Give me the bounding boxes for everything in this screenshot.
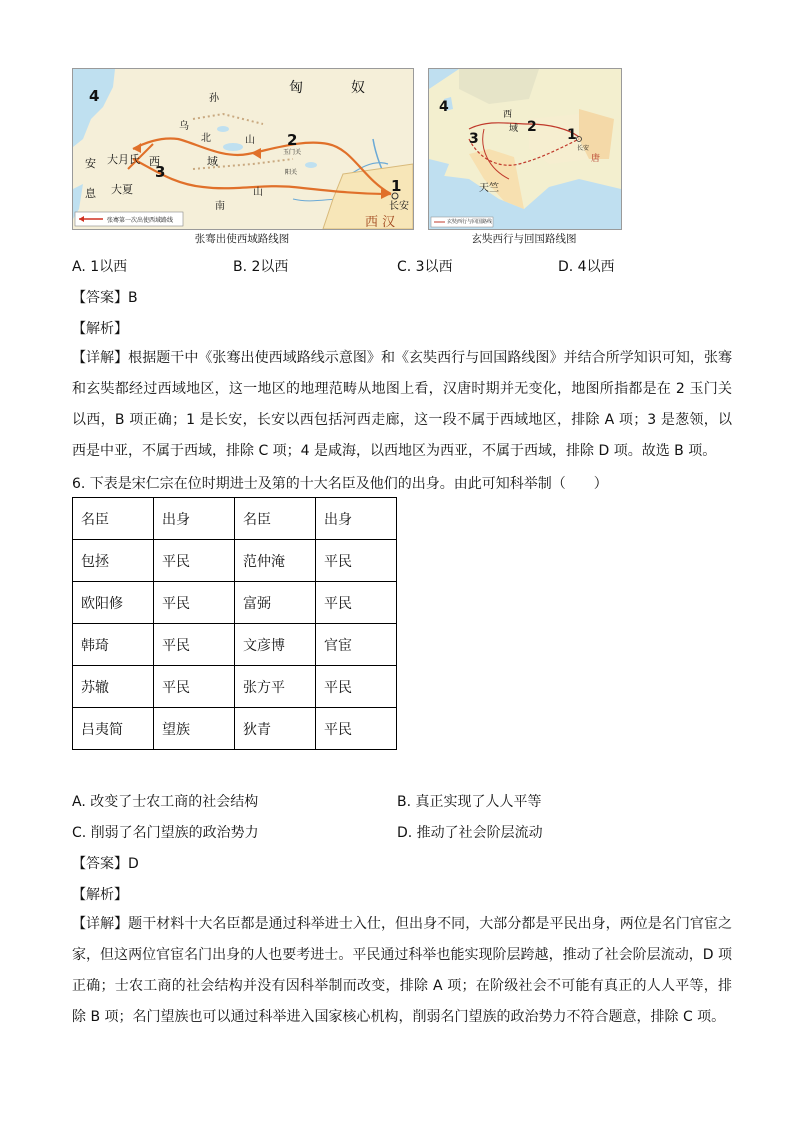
table-cell: 平民 — [154, 624, 235, 666]
right-map-label-xi: 西 — [503, 110, 513, 120]
right-map-label-changan: 长安 — [577, 145, 590, 152]
table-cell: 狄青 — [235, 708, 316, 750]
left-map-label-dayuezhi: 大月氏 — [107, 153, 140, 166]
table-cell: 平民 — [316, 540, 397, 582]
table-row — [73, 666, 397, 708]
q6-option-b: B. 真正实现了人人平等 — [397, 794, 542, 810]
q6-table — [72, 497, 397, 750]
table-cell: 包拯 — [73, 540, 154, 582]
q5-detail: 【详解】根据题干中《张骞出使西域路线示意图》和《玄奘西行与回国路线图》并结合所学知识可知，张骞和玄奘都经过西域地区，这一地区的地理范畴从地图上看，汉唐时期并无变化，地图所指都是在 2 玉门关以西，B 项正确；1 是长安，长安以西包括河西走廊，这一段不属于西域地区，排除 A 项；3 是葱领，以西是中亚，不属于西域，排除 C 项；4 是咸海，以西地区为西亚，不属于西域，排除 D 项。故选 B 项。 — [72, 350, 732, 459]
table-row — [73, 582, 397, 624]
table-header-cell: 出身 — [316, 498, 397, 540]
table-cell: 官宦 — [316, 624, 397, 666]
q6-option-d: D. 推动了社会阶层流动 — [397, 825, 543, 841]
left-map-num-1: 1 — [391, 177, 402, 195]
zhang-qian-route-map — [72, 68, 414, 230]
q6-stem: 6. 下表是宋仁宗在位时期进士及第的十大名臣及他们的出身。由此可知科举制（ ） — [72, 476, 608, 492]
left-map-label-xiong: 匈 — [289, 80, 303, 96]
table-cell: 平民 — [154, 666, 235, 708]
left-map-label-shan2: 山 — [253, 187, 263, 198]
right-map-label-yu: 域 — [509, 124, 519, 134]
q6-detail: 【详解】题干材料十大名臣都是通过科举进士入仕，但出身不同，大部分都是平民出身，两位是名门官宦之家，但这两位官宦名门出身的人也要考进士。平民通过科举也能实现阶层跨越，推动了社会阶层流动，D 项正确；士农工商的社会结构并没有因科举制而改变，排除 A 项；在阶级社会不可能有真正的人人平等，排除 B 项；名门望族也可以通过科举进入国家核心机构，削弱名门望族的政治势力不符合题意，排除 C 项。 — [72, 916, 732, 1025]
left-map-label-changan: 长安 — [389, 201, 409, 212]
table-cell: 平民 — [316, 666, 397, 708]
table-cell: 韩琦 — [73, 624, 154, 666]
left-map-label-nan: 南 — [215, 201, 225, 212]
table-header-cell: 出身 — [154, 498, 235, 540]
xuan-zang-map-graphic — [429, 69, 621, 229]
table-cell: 富弼 — [235, 582, 316, 624]
left-map-label-yu: 域 — [207, 155, 218, 168]
q6-analysis-label: 【解析】 — [72, 887, 128, 903]
left-map-label-an: 安 — [85, 157, 96, 170]
table-cell: 平民 — [316, 708, 397, 750]
q5-option-c: C. 3以西 — [397, 259, 453, 275]
right-map-legend: 玄奘西行与回国路线 — [447, 219, 493, 225]
xuan-zang-route-map — [428, 68, 622, 230]
table-cell: 吕夷简 — [73, 708, 154, 750]
q6-option-c: C. 削弱了名门望族的政治势力 — [72, 825, 259, 841]
left-map-legend: 张骞第一次出使西域路线 — [107, 217, 174, 224]
q6-answer: 【答案】D — [72, 856, 139, 872]
table-cell: 望族 — [154, 708, 235, 750]
table-cell: 平民 — [154, 582, 235, 624]
right-map-caption: 玄奘西行与回国路线图 — [471, 233, 577, 245]
right-map-label-tang: 唐 — [591, 154, 601, 164]
right-map-num-4: 4 — [439, 99, 449, 115]
right-map-label-tianzhu: 天竺 — [479, 183, 499, 194]
left-map-label-daxia: 大夏 — [111, 183, 133, 196]
table-cell: 范仲淹 — [235, 540, 316, 582]
right-map-num-3: 3 — [469, 131, 479, 147]
left-map-label-bei: 北 — [201, 133, 211, 144]
left-map-num-4: 4 — [89, 87, 100, 105]
table-cell: 苏辙 — [73, 666, 154, 708]
left-map-label-xi2: 西 — [149, 155, 160, 168]
table-cell: 平民 — [154, 540, 235, 582]
table-row — [73, 498, 397, 540]
q5-analysis-label: 【解析】 — [72, 321, 128, 337]
left-map-label-xihan: 西 汉 — [365, 215, 396, 230]
right-map-num-1: 1 — [567, 127, 577, 143]
left-map-label-yangguan: 阳关 — [285, 169, 298, 176]
table-row — [73, 624, 397, 666]
left-map-label-yumenguan: 玉门关 — [283, 149, 302, 156]
table-row — [73, 540, 397, 582]
left-map-caption: 张骞出使西域路线图 — [194, 233, 290, 245]
right-map-num-2: 2 — [527, 119, 537, 135]
left-map-label-xi: 息 — [85, 187, 96, 200]
table-cell: 平民 — [316, 582, 397, 624]
left-map-label-wu: 乌 — [179, 121, 189, 132]
left-map-label-shan: 山 — [245, 135, 255, 146]
left-map-label-nu: 奴 — [351, 80, 365, 96]
table-cell: 张方平 — [235, 666, 316, 708]
table-cell: 文彦博 — [235, 624, 316, 666]
table-cell: 欧阳修 — [73, 582, 154, 624]
table-header-cell: 名臣 — [73, 498, 154, 540]
q5-answer: 【答案】B — [72, 290, 138, 306]
q5-option-d: D. 4以西 — [558, 259, 615, 275]
left-map-label-sun: 孙 — [209, 93, 219, 104]
q5-option-b: B. 2以西 — [233, 259, 289, 275]
table-header-cell: 名臣 — [235, 498, 316, 540]
table-row — [73, 708, 397, 750]
q6-option-a: A. 改变了士农工商的社会结构 — [72, 794, 259, 810]
q5-option-a: A. 1以西 — [72, 259, 128, 275]
left-map-num-3: 3 — [155, 163, 166, 181]
left-map-num-2: 2 — [287, 131, 298, 149]
